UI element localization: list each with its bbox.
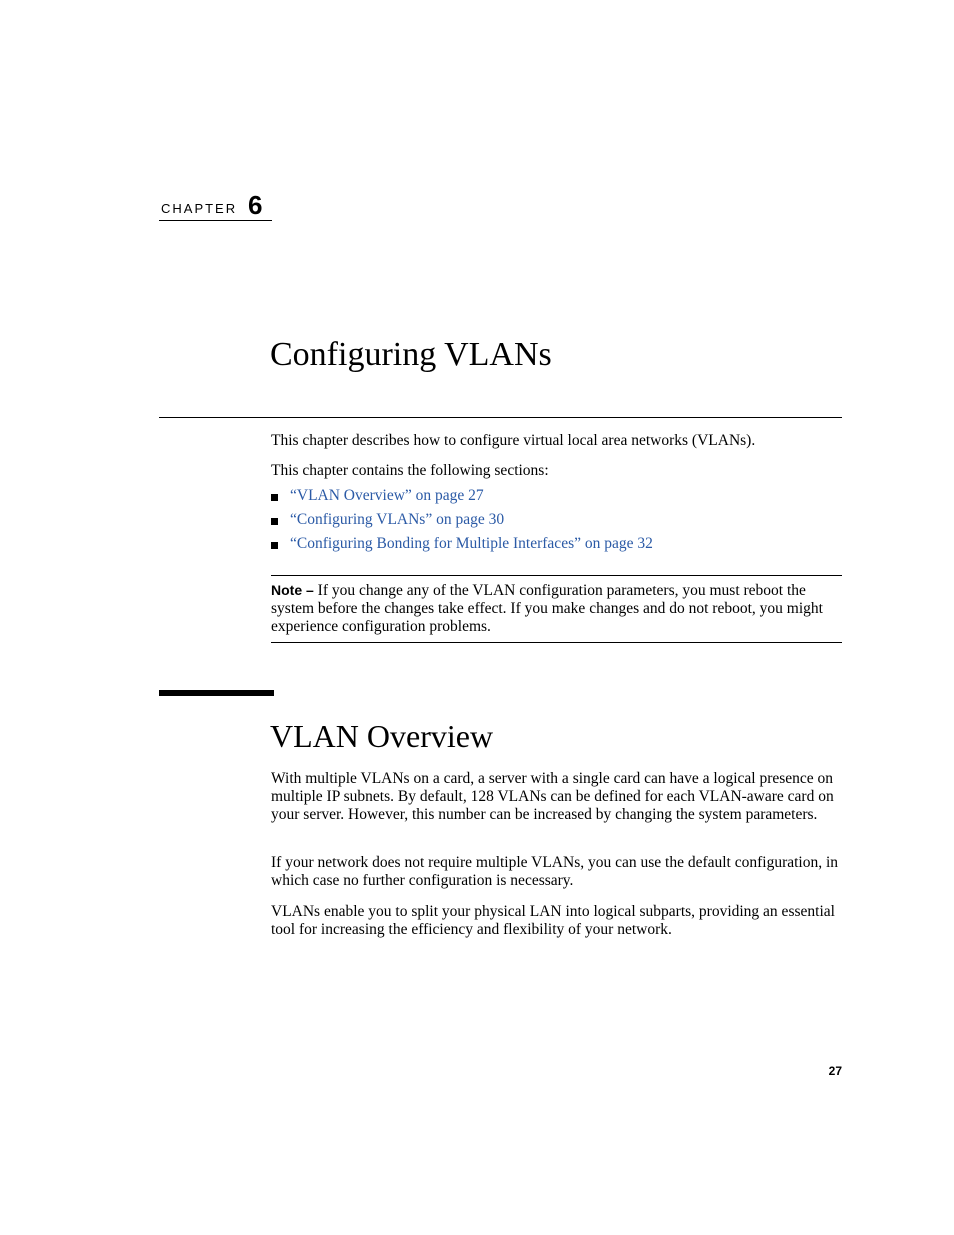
note-box [271, 575, 842, 643]
chapter-word: CHAPTER [161, 201, 238, 216]
title-divider [159, 417, 842, 418]
section-link-configuring-bonding[interactable]: “Configuring Bonding for Multiple Interfaces” on page 32 [290, 535, 653, 552]
chapter-number: 6 [248, 190, 263, 220]
list-item [271, 510, 842, 534]
overview-paragraph-3: VLANs enable you to split your physical LAN into logical subparts, providing an essential tool for increasing the efficiency and flexibility of your network. [271, 903, 835, 938]
bullet-square-icon [271, 494, 278, 501]
bullet-square-icon [271, 542, 278, 549]
section-link-configuring-vlans[interactable]: “Configuring VLANs” on page 30 [290, 511, 505, 528]
note-text [271, 581, 842, 636]
sections-intro: This chapter contains the following sections: [271, 462, 549, 479]
note-body: If you change any of the VLAN configuration parameters, you must reboot the system before the changes take effect. If you make changes and do not reboot, you might experience configuration problems. [271, 582, 823, 635]
bullet-square-icon [271, 518, 278, 525]
overview-paragraph-2: If your network does not require multiple VLANs, you can use the default configuration, in which case no further configuration is necessary. [271, 854, 839, 889]
chapter-title: Configuring VLANs [270, 336, 552, 373]
list-item [271, 486, 842, 510]
overview-paragraph-1: With multiple VLANs on a card, a server with a single card can have a logical presence on multiple IP subnets. By default, 128 VLANs can be defined for each VLAN-aware card on your server. However, this number can be increased by changing the system parameters. [271, 770, 834, 823]
section-bar [159, 690, 274, 696]
chapter-description: This chapter describes how to configure virtual local area networks (VLANs). [271, 432, 756, 449]
section-link-vlan-overview[interactable]: “VLAN Overview” on page 27 [290, 487, 484, 504]
page-number: 27 [828, 1064, 842, 1078]
section-list [271, 486, 842, 558]
list-item [271, 534, 842, 558]
section-title: VLAN Overview [270, 718, 494, 754]
chapter-label [159, 190, 272, 221]
note-label: Note – [271, 582, 314, 598]
